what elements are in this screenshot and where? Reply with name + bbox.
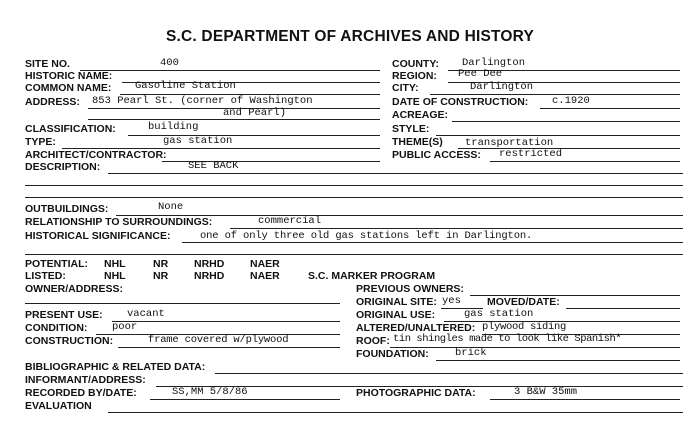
roof-value: tin shingles made to look like Spanish* [393, 333, 622, 345]
potential-nhl: NHL [104, 258, 126, 270]
acreage-label: ACREAGE: [392, 109, 449, 121]
potential-nrhd: NRHD [194, 258, 225, 270]
foundation-line [436, 360, 680, 361]
evaluation-label: EVALUATION [25, 400, 92, 412]
common-name-label: COMMON NAME: [25, 82, 112, 94]
original-use-value: gas station [464, 308, 534, 320]
type-label: TYPE: [25, 136, 56, 148]
description-rule-3 [25, 197, 683, 198]
description-value: SEE BACK [188, 160, 239, 172]
significance-rule-2 [25, 254, 683, 255]
recorded-by-value: SS,MM 5/8/86 [172, 386, 248, 398]
site-no-label: SITE NO. [25, 58, 70, 70]
condition-label: CONDITION: [25, 322, 88, 334]
outbuildings-value: None [158, 201, 184, 213]
recorded-by-label: RECORDED BY/DATE: [25, 387, 137, 399]
roof-label: ROOF: [356, 335, 390, 347]
owner-address-label: OWNER/ADDRESS: [25, 283, 124, 295]
photographic-label: PHOTOGRAPHIC DATA: [356, 387, 476, 399]
sc-marker-program-label: S.C. MARKER PROGRAM [308, 270, 436, 282]
common-name-value: Gasoline Station [135, 80, 236, 92]
listed-nhl: NHL [104, 270, 126, 282]
present-use-value: vacant [127, 308, 165, 320]
address-line-2 [88, 119, 380, 120]
construction-line [118, 347, 340, 348]
owner-address-line [25, 303, 340, 304]
public-access-line [490, 161, 680, 162]
roof-line [390, 347, 680, 348]
historical-significance-label: HISTORICAL SIGNIFICANCE: [25, 230, 171, 242]
architect-label: ARCHITECT/CONTRACTOR: [25, 149, 167, 161]
historical-significance-line [182, 242, 683, 243]
present-use-line [112, 321, 340, 322]
potential-nr: NR [153, 258, 169, 270]
historic-name-label: HISTORIC NAME: [25, 70, 113, 82]
foundation-value: brick [455, 347, 487, 359]
informant-label: INFORMANT/ADDRESS: [25, 374, 146, 386]
address-value-1: 853 Pearl St. (corner of Washington [92, 95, 313, 107]
form-title: S.C. DEPARTMENT OF ARCHIVES AND HISTORY [165, 28, 535, 45]
site-no-line [80, 70, 380, 71]
listed-naer: NAER [250, 270, 280, 282]
description-label: DESCRIPTION: [25, 161, 101, 173]
type-value: gas station [163, 135, 233, 147]
themes-label: THEME(S) [392, 136, 443, 148]
date-of-construction-label: DATE OF CONSTRUCTION: [392, 96, 529, 108]
city-label: CITY: [392, 82, 419, 94]
moved-date-line [566, 308, 680, 309]
moved-date-label: MOVED/DATE: [487, 296, 560, 308]
address-value-2: and Pearl) [223, 107, 287, 119]
city-value: Darlington [470, 81, 534, 93]
themes-value: transportation [465, 137, 554, 149]
photographic-line [490, 399, 680, 400]
altered-label: ALTERED/UNALTERED: [356, 322, 476, 334]
listed-nr: NR [153, 270, 169, 282]
relationship-label: RELATIONSHIP TO SURROUNDINGS: [25, 216, 213, 228]
listed-label: LISTED: [25, 270, 66, 282]
original-use-label: ORIGINAL USE: [356, 309, 436, 321]
acreage-line [452, 121, 680, 122]
bibliographic-line [215, 373, 683, 374]
public-access-value: restricted [499, 148, 563, 160]
date-of-construction-value: c.1920 [552, 95, 590, 107]
original-site-label: ORIGINAL SITE: [356, 296, 437, 308]
condition-value: poor [112, 321, 138, 333]
potential-label: POTENTIAL: [25, 258, 88, 270]
previous-owners-label: PREVIOUS OWNERS: [356, 283, 464, 295]
construction-label: CONSTRUCTION: [25, 335, 114, 347]
public-access-label: PUBLIC ACCESS: [392, 149, 481, 161]
description-rule-2 [25, 185, 683, 186]
potential-naer: NAER [250, 258, 280, 270]
classification-label: CLASSIFICATION: [25, 123, 116, 135]
present-use-label: PRESENT USE: [25, 309, 103, 321]
date-of-construction-line [540, 108, 680, 109]
photographic-value: 3 B&W 35mm [514, 386, 578, 398]
recorded-by-line [150, 399, 340, 400]
region-value: Pee Dee [458, 68, 503, 80]
county-label: COUNTY: [392, 58, 440, 70]
altered-value: plywood siding [482, 321, 567, 333]
classification-value: building [148, 121, 199, 133]
bibliographic-label: BIBLIOGRAPHIC & RELATED DATA: [25, 361, 206, 373]
address-label: ADDRESS: [25, 96, 80, 108]
outbuildings-label: OUTBUILDINGS: [25, 203, 109, 215]
relationship-value: commercial [258, 215, 322, 227]
construction-value: frame covered w/plywood [148, 334, 289, 346]
style-line [436, 135, 680, 136]
historical-significance-value: one of only three old gas stations left in Darlington. [200, 230, 533, 242]
listed-nrhd: NRHD [194, 270, 225, 282]
region-label: REGION: [392, 70, 437, 82]
foundation-label: FOUNDATION: [356, 348, 429, 360]
relationship-line [230, 228, 683, 229]
original-site-value: yes [442, 295, 461, 307]
evaluation-line [108, 412, 683, 413]
style-label: STYLE: [392, 123, 430, 135]
description-line [108, 173, 683, 174]
site-no-value: 400 [160, 57, 179, 69]
county-value: Darlington [462, 57, 526, 69]
